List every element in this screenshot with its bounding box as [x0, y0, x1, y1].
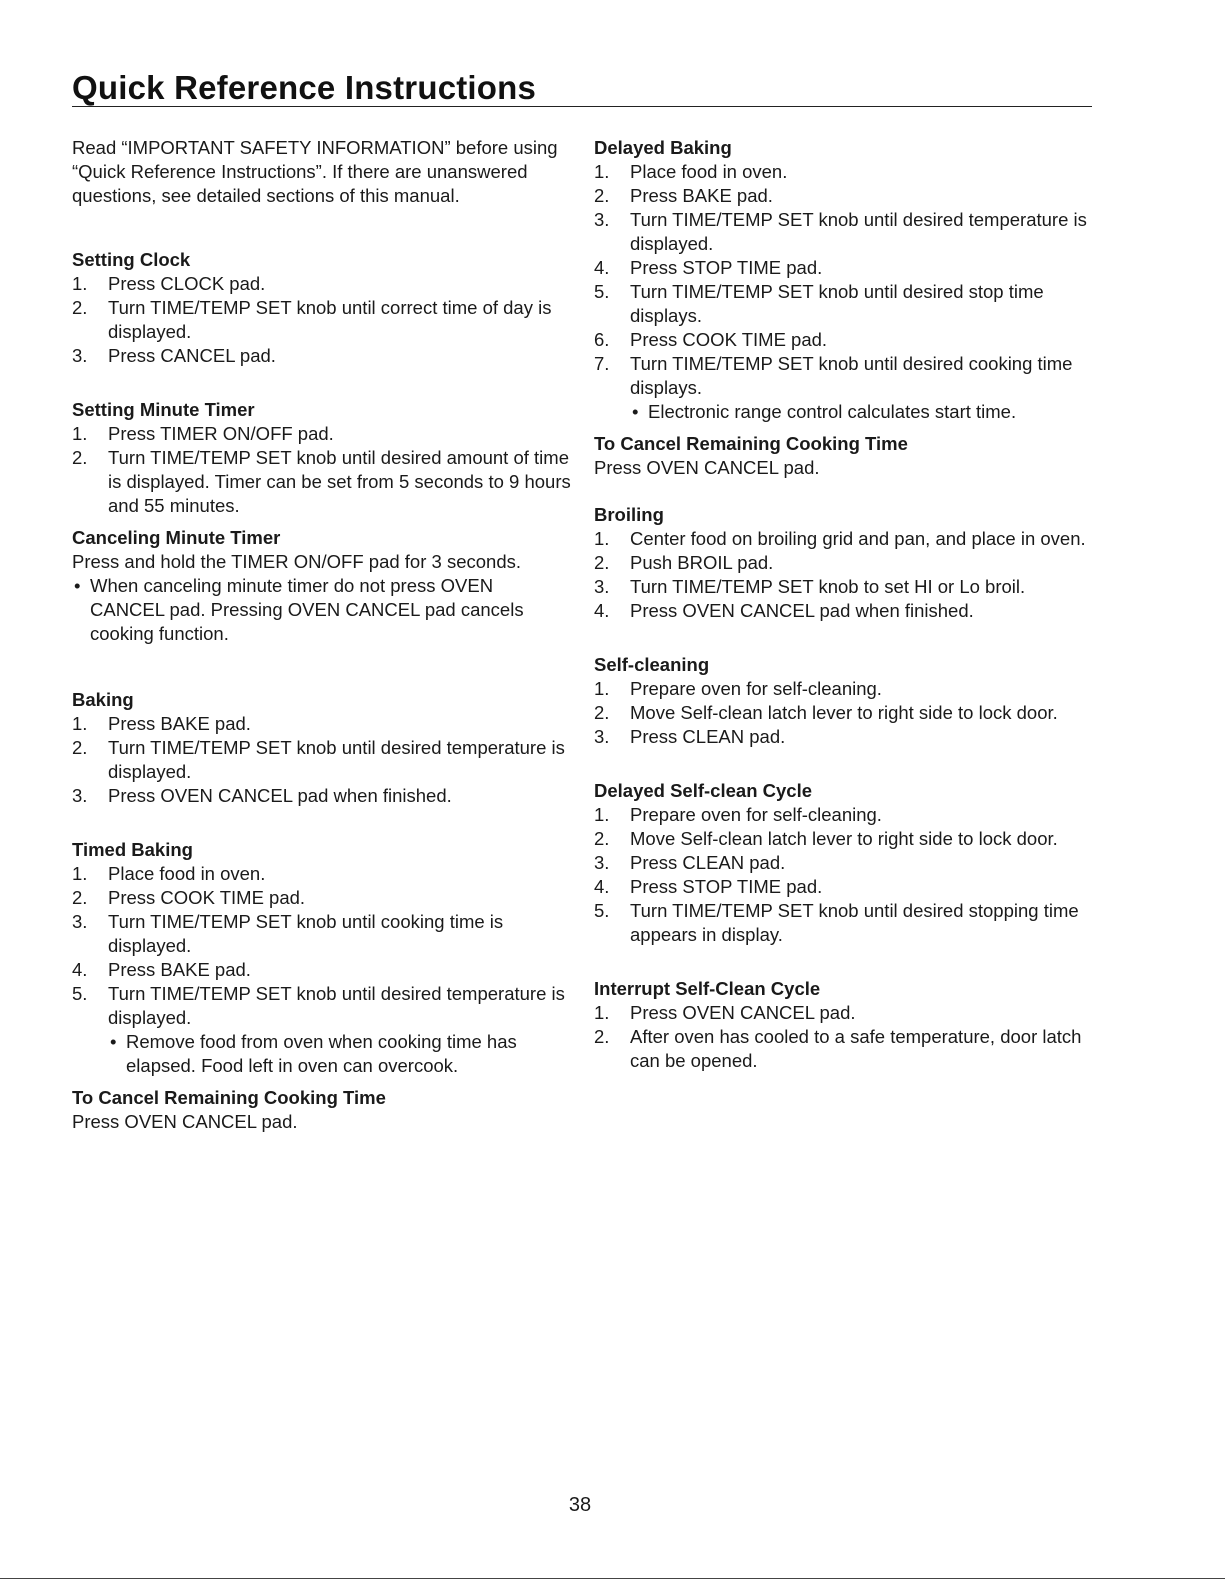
section-heading: Canceling Minute Timer: [72, 527, 281, 548]
step-number: 5.: [594, 900, 610, 921]
list-item: [72, 712, 572, 736]
section-text: Press OVEN CANCEL pad.: [72, 1111, 298, 1132]
list-item: [72, 422, 572, 446]
step-number: 1.: [594, 161, 610, 182]
step-text: Turn TIME/TEMP SET knob until desired stop time displays.: [630, 281, 1044, 326]
steps-list: [594, 1001, 1094, 1073]
step-text: Turn TIME/TEMP SET knob until desired temperature is displayed.: [108, 737, 565, 782]
bullet-text: Electronic range control calculates start time.: [648, 401, 1017, 422]
list-item: [594, 527, 1094, 551]
section-self-cleaning: [594, 653, 1094, 749]
step-text: Push BROIL pad.: [630, 552, 774, 573]
step-text: Press OVEN CANCEL pad.: [630, 1002, 856, 1023]
list-item: [72, 272, 572, 296]
step-number: 2.: [72, 297, 88, 318]
bullet-note: [630, 400, 1094, 424]
steps-list: [594, 527, 1094, 623]
list-item: [594, 352, 1094, 424]
steps-list: [72, 862, 572, 1078]
step-text: Press OVEN CANCEL pad when finished.: [630, 600, 974, 621]
list-item: [594, 701, 1094, 725]
step-text: Turn TIME/TEMP SET knob until desired temperature is displayed.: [630, 209, 1087, 254]
step-number: 4.: [594, 876, 610, 897]
step-number: 1.: [72, 273, 88, 294]
list-item: [72, 784, 572, 808]
steps-list: [72, 712, 572, 808]
step-text: Prepare oven for self-cleaning.: [630, 678, 882, 699]
step-text: Press OVEN CANCEL pad when finished.: [108, 785, 452, 806]
step-number: 5.: [72, 983, 88, 1004]
step-number: 1.: [72, 863, 88, 884]
list-item: [594, 575, 1094, 599]
section-heading: Baking: [72, 689, 134, 710]
page-title: Quick Reference Instructions: [72, 69, 537, 106]
step-text: Move Self-clean latch lever to right side to lock door.: [630, 828, 1058, 849]
list-item: [72, 344, 572, 368]
list-item: [594, 725, 1094, 749]
step-text: Press BAKE pad.: [630, 185, 773, 206]
section-setting-minute-timer: [72, 398, 572, 518]
step-number: 2.: [72, 737, 88, 758]
list-item: [594, 328, 1094, 352]
section-broiling: [594, 503, 1094, 623]
title-underline: [72, 106, 1092, 107]
steps-list: [72, 272, 572, 368]
steps-list: [72, 422, 572, 518]
list-item: [594, 208, 1094, 256]
bullet-icon: •: [632, 401, 639, 422]
step-text: Prepare oven for self-cleaning.: [630, 804, 882, 825]
step-text: Turn TIME/TEMP SET knob until desired stopping time appears in display.: [630, 900, 1079, 945]
step-number: 1.: [594, 804, 610, 825]
section-timed-baking: [72, 838, 572, 1078]
step-text: Press BAKE pad.: [108, 959, 251, 980]
step-number: 4.: [594, 257, 610, 278]
section-delayed-self-clean: [594, 779, 1094, 947]
section-heading: To Cancel Remaining Cooking Time: [594, 433, 908, 454]
section-heading: Setting Clock: [72, 249, 191, 270]
list-item: [72, 982, 572, 1078]
step-number: 2.: [594, 702, 610, 723]
step-text: Turn TIME/TEMP SET knob until correct time of day is displayed.: [108, 297, 552, 342]
list-item: [72, 296, 572, 344]
section-text: Press and hold the TIMER ON/OFF pad for 3 seconds.: [72, 551, 521, 572]
list-item: [72, 910, 572, 958]
bottom-edge-line: [0, 1578, 1225, 1579]
step-number: 1.: [594, 678, 610, 699]
step-number: 4.: [594, 600, 610, 621]
step-text: Press STOP TIME pad.: [630, 257, 823, 278]
list-item: [594, 1025, 1094, 1073]
right-column: [594, 136, 1094, 1073]
section-heading: Setting Minute Timer: [72, 399, 255, 420]
step-text: Turn TIME/TEMP SET knob until desired cooking time displays.: [630, 353, 1073, 398]
list-item: [594, 184, 1094, 208]
step-text: Move Self-clean latch lever to right side to lock door.: [630, 702, 1058, 723]
step-text: Turn TIME/TEMP SET knob until desired amount of time is displayed. Timer can be set from 5 seconds to 9 hours and 55 minutes.: [108, 447, 571, 516]
step-number: 1.: [594, 528, 610, 549]
step-text: Press BAKE pad.: [108, 713, 251, 734]
section-heading: Interrupt Self-Clean Cycle: [594, 978, 821, 999]
step-number: 3.: [72, 345, 88, 366]
list-item: [72, 446, 572, 518]
list-item: [72, 886, 572, 910]
step-text: Press COOK TIME pad.: [630, 329, 828, 350]
step-text: Turn TIME/TEMP SET knob to set HI or Lo broil.: [630, 576, 1026, 597]
list-item: [72, 958, 572, 982]
section-baking: [72, 688, 572, 808]
steps-list: [594, 803, 1094, 947]
bullet-icon: •: [110, 1031, 117, 1052]
step-number: 2.: [72, 887, 88, 908]
list-item: [594, 599, 1094, 623]
step-text: Place food in oven.: [630, 161, 788, 182]
step-number: 3.: [594, 209, 610, 230]
list-item: [594, 551, 1094, 575]
list-item: [72, 736, 572, 784]
step-text: Turn TIME/TEMP SET knob until cooking time is displayed.: [108, 911, 504, 956]
section-setting-clock: [72, 248, 572, 368]
step-number: 1.: [72, 713, 88, 734]
list-item: [594, 256, 1094, 280]
bullet-note: [108, 1030, 572, 1078]
list-item: [594, 827, 1094, 851]
step-number: 1.: [72, 423, 88, 444]
step-text: Press COOK TIME pad.: [108, 887, 306, 908]
step-text: Press CLEAN pad.: [630, 726, 786, 747]
step-text: Center food on broiling grid and pan, and place in oven.: [630, 528, 1086, 549]
step-number: 2.: [72, 447, 88, 468]
section-heading: Self-cleaning: [594, 654, 710, 675]
section-heading: Delayed Self-clean Cycle: [594, 780, 812, 801]
steps-list: [594, 677, 1094, 749]
section-canceling-minute-timer: [72, 526, 572, 646]
section-heading: Delayed Baking: [594, 137, 732, 158]
step-number: 7.: [594, 353, 610, 374]
step-text: Press CLEAN pad.: [630, 852, 786, 873]
step-text: Place food in oven.: [108, 863, 266, 884]
bullet-icon: •: [74, 575, 81, 596]
step-number: 5.: [594, 281, 610, 302]
step-text: Press TIMER ON/OFF pad.: [108, 423, 334, 444]
step-number: 3.: [72, 785, 88, 806]
list-item: [594, 1001, 1094, 1025]
step-text: Press STOP TIME pad.: [630, 876, 823, 897]
section-heading: To Cancel Remaining Cooking Time: [72, 1087, 386, 1108]
step-number: 4.: [72, 959, 88, 980]
intro-paragraph: Read “IMPORTANT SAFETY INFORMATION” before using “Quick Reference Instructions”. If there are unanswered questions, see detailed sections of this manual.: [72, 137, 558, 206]
list-item: [594, 875, 1094, 899]
step-number: 3.: [594, 576, 610, 597]
section-text: Press OVEN CANCEL pad.: [594, 457, 820, 478]
list-item: [594, 160, 1094, 184]
list-item: [594, 803, 1094, 827]
section-cancel-remaining-left: [72, 1086, 572, 1134]
list-item: [594, 280, 1094, 328]
bullet-text: When canceling minute timer do not press OVEN CANCEL pad. Pressing OVEN CANCEL pad cancels cooking function.: [90, 575, 524, 644]
left-column: [72, 136, 572, 1134]
list-item: [594, 899, 1094, 947]
list-item: [594, 851, 1094, 875]
step-text: Press CANCEL pad.: [108, 345, 276, 366]
bullet-note: [72, 574, 572, 646]
section-delayed-baking: [594, 136, 1094, 424]
step-number: 2.: [594, 828, 610, 849]
section-interrupt-self-clean: [594, 977, 1094, 1073]
steps-list: [594, 160, 1094, 424]
list-item: [594, 677, 1094, 701]
section-heading: Timed Baking: [72, 839, 193, 860]
section-heading: Broiling: [594, 504, 664, 525]
step-text: Turn TIME/TEMP SET knob until desired temperature is displayed.: [108, 983, 565, 1028]
step-number: 2.: [594, 552, 610, 573]
step-number: 1.: [594, 1002, 610, 1023]
section-cancel-remaining-right: [594, 432, 1094, 480]
step-number: 6.: [594, 329, 610, 350]
list-item: [72, 862, 572, 886]
step-number: 3.: [594, 852, 610, 873]
step-text: After oven has cooled to a safe temperature, door latch can be opened.: [630, 1026, 1082, 1071]
page-number: 38: [568, 1494, 592, 1516]
step-number: 3.: [594, 726, 610, 747]
step-number: 2.: [594, 185, 610, 206]
step-number: 2.: [594, 1026, 610, 1047]
bullet-text: Remove food from oven when cooking time has elapsed. Food left in oven can overcook.: [126, 1031, 517, 1076]
step-number: 3.: [72, 911, 88, 932]
step-text: Press CLOCK pad.: [108, 273, 266, 294]
